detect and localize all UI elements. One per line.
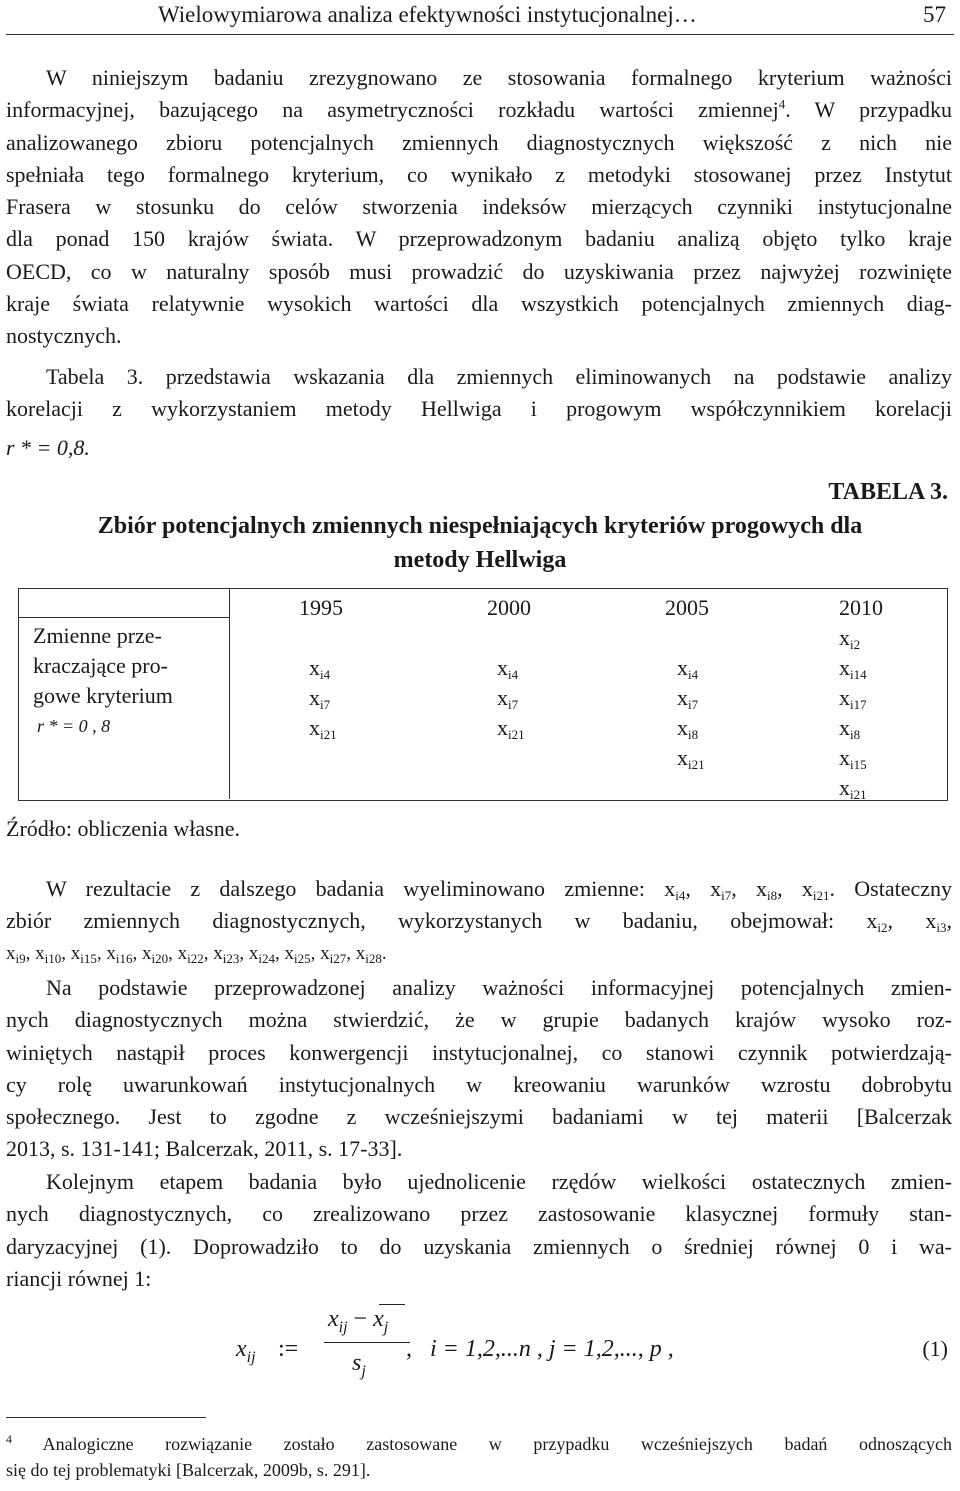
row-label: Zmienne prze- kraczające pro- gowe kryterium bbox=[33, 623, 173, 708]
text-line: riancji równej 1: bbox=[6, 1265, 152, 1291]
variable-symbol: $x_{i2}$ bbox=[839, 625, 861, 652]
variable-symbol: $x_{i4}$ bbox=[309, 655, 331, 682]
table-cell bbox=[839, 745, 867, 771]
table-cell bbox=[497, 655, 518, 681]
table-cell bbox=[677, 745, 705, 771]
formula-assign: := bbox=[278, 1336, 299, 1362]
formula-range: , i = 1,2,...n , j = 1,2,..., p , bbox=[406, 1336, 674, 1362]
footnote-line: $^4$ Analogiczne rozwiązanie zostało zastosowane w przypadku wcześniejszych badań odnoszących bbox=[6, 1432, 952, 1454]
variable-symbol: $x_{i3}$ bbox=[925, 908, 947, 936]
table-label: TABELA 3. bbox=[828, 479, 948, 505]
table-cell bbox=[677, 715, 698, 741]
year-header: 1995 bbox=[299, 595, 343, 620]
threshold-label: r * = 0 , 8 bbox=[37, 716, 111, 736]
text-line: zbiór zmiennych diagnostycznych, wykorzystanych w badaniu, obejmował: $x_{i2}$, $x_{i3}$, bbox=[6, 908, 952, 936]
text-line: dla ponad 150 krajów świata. W przeprowadzonym badaniu analizą objęto tylko kraje bbox=[6, 226, 952, 252]
mean-bar bbox=[379, 1304, 405, 1305]
page bbox=[6, 0, 954, 1491]
variable-symbol: $x_{i8}$ bbox=[677, 715, 699, 742]
footnote-line: się do tej problematyki [Balcerzak, 2009b, s. 291]. bbox=[6, 1460, 371, 1480]
variable-symbol: $x_{i15}$ bbox=[70, 942, 97, 966]
paragraph-intro bbox=[6, 62, 952, 353]
table-cell bbox=[839, 625, 860, 651]
variable-symbol: $x_{i4}$ bbox=[677, 655, 699, 682]
table-cell bbox=[839, 715, 860, 741]
variable-symbol: $x_{i21}$ bbox=[839, 775, 867, 802]
variable-symbol: $x_{i4}$ bbox=[497, 655, 519, 682]
text-line: analizowanego zbioru potencjalnych zmiennych diagnostycznych większość z nich nie bbox=[6, 129, 952, 155]
text-line: Tabela 3. przedstawia wskazania dla zmiennych eliminowanych na podstawie analizy bbox=[46, 364, 952, 389]
text-line: korelacji z wykorzystaniem metody Hellwiga i progowym współczynnikiem korelacji bbox=[6, 396, 952, 422]
text-line: $x_{i9}$, $x_{i10}$, $x_{i15}$, $x_{i16}$, $x_{i20}$, $x_{i22}$, $x_{i23}$, $x_{i24}$, $x_{i25}$, $x_{i27}$, $x_{i28}$. bbox=[6, 942, 387, 966]
footnote-ref[interactable]: 4 bbox=[778, 96, 786, 112]
equation-number: (1) bbox=[922, 1336, 948, 1361]
variable-symbol: $x_{i7}$ bbox=[677, 685, 699, 712]
table-cell bbox=[839, 685, 867, 711]
text-line: informacyjnej, bazującego na asymetryczności rozkładu wartości zmiennej$^4$. W przypadku bbox=[6, 96, 953, 123]
text-line: nych diagnostycznych można stwierdzić, że w grupie badanych krajów wysoko roz- bbox=[6, 1007, 952, 1033]
text-line: W niniejszym badaniu zrezygnowano ze stosowania formalnego kryterium ważności bbox=[46, 65, 952, 90]
footnote bbox=[6, 1431, 952, 1483]
header-title: Wielowymiarowa analiza efektywności instytucjonalnej… bbox=[158, 2, 697, 27]
variable-symbol: $x_{i4}$ bbox=[664, 876, 686, 903]
page-number: 57 bbox=[923, 2, 946, 27]
text-line: winiętych nastąpił proces konwergencji instytucjonalnej, co stanowi czynnik potwierdzają- bbox=[6, 1039, 952, 1065]
variable-symbol: $x_{i24}$ bbox=[248, 942, 275, 966]
variable-symbol: $x_{i21}$ bbox=[677, 745, 705, 772]
table-cell bbox=[497, 685, 518, 711]
text-line: 2013, s. 131-141; Balcerzak, 2011, s. 17-33]. bbox=[6, 1136, 403, 1162]
text-line: OECD, co w naturalny sposób musi prowadzić do uzyskiwania przez najwyżej rozwinięte bbox=[6, 258, 952, 284]
year-header: 2000 bbox=[487, 595, 531, 620]
threshold-equation: r * = 0,8. bbox=[6, 434, 90, 460]
standardization-formula bbox=[236, 1296, 956, 1392]
variable-symbol: $x_{i7}$ bbox=[710, 876, 732, 903]
text-line: daryzacyjnej (1). Doprowadziło to do uzyskania zmiennych o średniej równej 0 i wa- bbox=[6, 1233, 952, 1259]
paragraph-table-ref bbox=[6, 361, 952, 464]
variable-symbol: $x_{i23}$ bbox=[213, 942, 240, 966]
variable-symbol: $x_{i22}$ bbox=[177, 942, 204, 966]
text-line: nych diagnostycznych, co zrealizowano przez zastosowanie klasycznej formuły stan- bbox=[6, 1201, 952, 1227]
paragraph-conclusion bbox=[6, 972, 952, 1166]
text-line: społecznego. Jest to zgodne z wcześniejszymi badaniami w tej materii [Balcerzak bbox=[6, 1104, 952, 1130]
variable-symbol: $x_{i25}$ bbox=[284, 942, 311, 966]
text-line: nostycznych. bbox=[6, 323, 122, 349]
variable-symbol: $x_{i16}$ bbox=[106, 942, 133, 966]
text-line: Frasera w stosunku do celów stworzenia indeksów mierzących czynniki instytucjonalne bbox=[6, 194, 952, 220]
fraction-bar bbox=[324, 1342, 410, 1343]
running-header bbox=[6, 2, 954, 35]
text-line: spełniała tego formalnego kryterium, co wynikało z metodyki stosowanej przez Instytut bbox=[6, 161, 952, 187]
variable-symbol: $x_{i2}$ bbox=[866, 908, 888, 936]
variable-symbol: $x_{i10}$ bbox=[35, 942, 62, 966]
variable-symbol: $x_{i21}$ bbox=[309, 715, 337, 742]
paragraph-results bbox=[6, 873, 952, 970]
footnote-rule bbox=[6, 1417, 206, 1418]
variable-symbol: $x_{i8}$ bbox=[839, 715, 861, 742]
paragraph-standardization bbox=[6, 1166, 952, 1295]
row-header-cell bbox=[19, 589, 230, 799]
table-cell bbox=[839, 655, 867, 681]
formula-denominator: $s_j$ bbox=[352, 1350, 366, 1380]
table-cell bbox=[309, 715, 337, 741]
table-title: Zbiór potencjalnych zmiennych niespełniających kryteriów progowych dla metody Hellwiga bbox=[97, 513, 863, 573]
variable-symbol: $x_{i8}$ bbox=[756, 876, 778, 903]
year-header: 2005 bbox=[665, 595, 709, 620]
table-cell bbox=[497, 715, 525, 741]
variable-symbol: $x_{i28}$ bbox=[355, 942, 382, 966]
formula-numerator: $x_{ij} - x_j$ bbox=[328, 1306, 389, 1336]
variable-symbol: $x_{i21}$ bbox=[801, 876, 830, 903]
table-cell bbox=[677, 655, 698, 681]
table-cell bbox=[677, 685, 698, 711]
formula-lhs: $x_{ij}$ bbox=[236, 1336, 256, 1366]
table-cell bbox=[309, 685, 330, 711]
variable-symbol: $x_{i7}$ bbox=[309, 685, 331, 712]
variable-symbol: $x_{i9}$ bbox=[6, 942, 26, 966]
text-line: Kolejnym etapem badania było ujednolicenie rzędów wielkości ostatecznych zmien- bbox=[46, 1169, 952, 1194]
source-note: Źródło: obliczenia własne. bbox=[6, 816, 240, 841]
variable-symbol: $x_{i7}$ bbox=[497, 685, 519, 712]
variable-symbol: $x_{i21}$ bbox=[497, 715, 525, 742]
year-header: 2010 bbox=[839, 595, 883, 620]
table-cell bbox=[839, 775, 867, 801]
variable-symbol: $x_{i20}$ bbox=[142, 942, 169, 966]
table-cell bbox=[309, 655, 330, 681]
footnote-mark: 4 bbox=[6, 1432, 12, 1446]
variable-symbol: $x_{i17}$ bbox=[839, 685, 867, 712]
data-table bbox=[18, 588, 948, 801]
text-line: kraje świata relatywnie wysokich wartości dla wszystkich potencjalnych zmiennych diag- bbox=[6, 291, 952, 317]
variable-symbol: $x_{i14}$ bbox=[839, 655, 867, 682]
text-line: W rezultacie z dalszego badania wyeliminowano zmienne: $x_{i4}$, $x_{i7}$, $x_{i8}$, $x_{i21}$. Ostateczny bbox=[46, 876, 953, 903]
variable-symbol: $x_{i15}$ bbox=[839, 745, 867, 772]
text-line: cy rolę uwarunkowań instytucjonalnych w kreowaniu warunków wzrostu dobrobytu bbox=[6, 1071, 952, 1097]
text-line: Na podstawie przeprowadzonej analizy ważności informacyjnej potencjalnych zmien- bbox=[46, 975, 952, 1000]
variable-symbol: $x_{i27}$ bbox=[320, 942, 347, 966]
